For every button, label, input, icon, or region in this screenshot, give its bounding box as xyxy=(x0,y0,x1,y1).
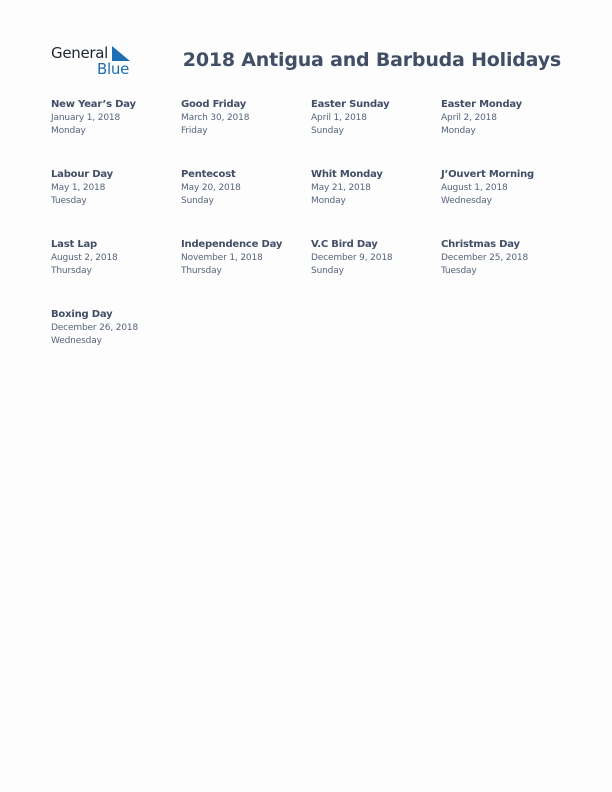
holiday-item xyxy=(311,98,441,168)
holiday-item xyxy=(181,98,311,168)
holiday-date: January 1, 2018 xyxy=(51,112,121,123)
holiday-date: December 25, 2018 xyxy=(441,252,529,263)
holiday-item xyxy=(441,238,571,308)
holiday-date: May 21, 2018 xyxy=(311,182,371,193)
holiday-weekday: Monday xyxy=(311,196,346,206)
holiday-weekday: Sunday xyxy=(181,196,214,206)
holiday-weekday: Thursday xyxy=(51,266,92,276)
holiday-name: Independence Day xyxy=(181,239,283,250)
holiday-item xyxy=(441,168,571,238)
holiday-name: Easter Monday xyxy=(441,99,522,110)
holiday-weekday: Monday xyxy=(441,126,476,136)
holiday-weekday: Thursday xyxy=(181,266,222,276)
holiday-date: August 1, 2018 xyxy=(441,182,508,193)
holiday-name: Whit Monday xyxy=(311,169,383,180)
holiday-weekday: Sunday xyxy=(311,266,344,276)
holiday-date: December 9, 2018 xyxy=(311,252,393,263)
holiday-date: April 1, 2018 xyxy=(311,112,367,123)
page-title: 2018 Antigua and Barbuda Holidays xyxy=(182,49,561,71)
holiday-weekday: Wednesday xyxy=(441,196,492,206)
holiday-item xyxy=(181,168,311,238)
holiday-item xyxy=(51,98,181,168)
holiday-item xyxy=(311,168,441,238)
holiday-name: New Year’s Day xyxy=(51,99,136,110)
holiday-date: May 20, 2018 xyxy=(181,182,241,193)
holiday-item xyxy=(51,308,181,378)
logo-text-blue: Blue xyxy=(97,60,129,78)
holiday-date: May 1, 2018 xyxy=(51,182,106,193)
logo-triangle-icon xyxy=(112,46,130,61)
holiday-grid xyxy=(51,98,571,378)
holiday-date: April 2, 2018 xyxy=(441,112,497,123)
holiday-date: December 26, 2018 xyxy=(51,322,139,333)
holiday-name: Pentecost xyxy=(181,169,236,180)
holiday-item xyxy=(51,238,181,308)
holiday-weekday: Sunday xyxy=(311,126,344,136)
holiday-name: Labour Day xyxy=(51,169,113,180)
holiday-name: Boxing Day xyxy=(51,309,113,320)
holiday-item xyxy=(51,168,181,238)
holiday-weekday: Tuesday xyxy=(51,196,87,206)
holiday-weekday: Monday xyxy=(51,126,86,136)
generalblue-logo xyxy=(51,44,141,78)
holiday-date: August 2, 2018 xyxy=(51,252,118,263)
holiday-item xyxy=(181,238,311,308)
holiday-weekday: Friday xyxy=(181,126,208,136)
holiday-item xyxy=(311,238,441,308)
holiday-date: March 30, 2018 xyxy=(181,112,250,123)
holiday-item xyxy=(441,98,571,168)
holiday-name: Christmas Day xyxy=(441,239,520,250)
holiday-date: November 1, 2018 xyxy=(181,252,263,263)
holiday-name: Easter Sunday xyxy=(311,99,390,110)
holiday-weekday: Tuesday xyxy=(441,266,477,276)
logo-text-general: General xyxy=(51,44,109,62)
holiday-name: Last Lap xyxy=(51,239,98,250)
holiday-name: J’Ouvert Morning xyxy=(441,169,535,180)
holiday-name: V.C Bird Day xyxy=(311,239,378,250)
holiday-name: Good Friday xyxy=(181,99,247,110)
holiday-weekday: Wednesday xyxy=(51,336,102,346)
